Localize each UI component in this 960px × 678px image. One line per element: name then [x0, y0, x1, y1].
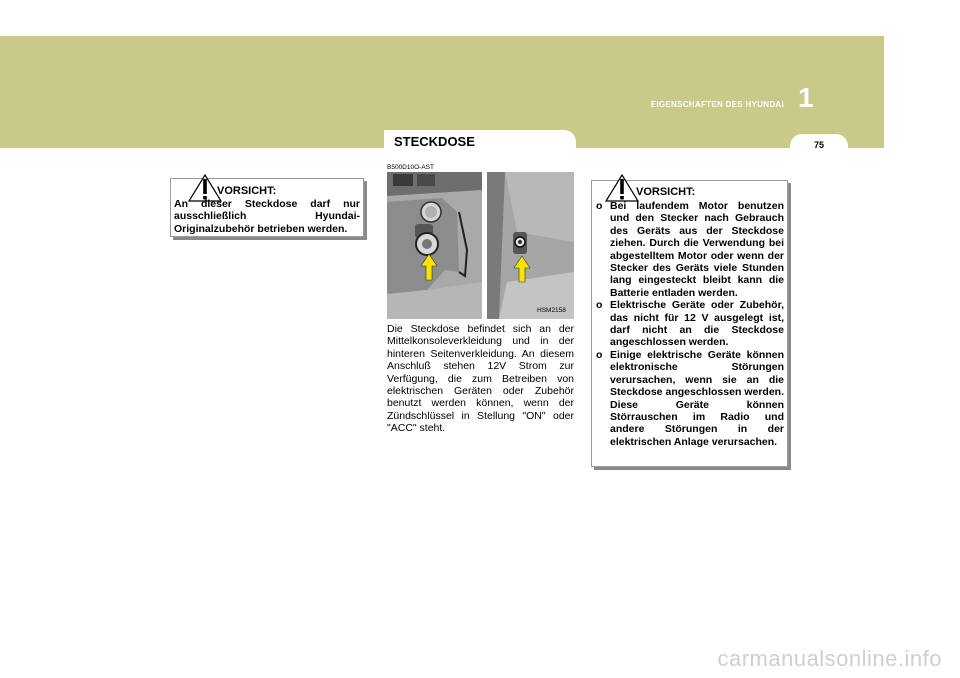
- section-title: STECKDOSE: [394, 134, 475, 149]
- warning-list-item: [596, 299, 784, 349]
- warning-box-left: [170, 178, 364, 237]
- warning-list: [596, 200, 784, 448]
- warning-item-text: Einige elektrische Geräte können elektronische Störungen verursachen, wenn sie an die Steckdose angeschlossen werden. Diese Geräte können Störrauschen im Radio und andere Störungen in der elektrischen Anlage verursachen.: [610, 348, 784, 448]
- warning-item-text: Bei laufendem Motor benutzen und den Stecker nach Gebrauch des Geräts aus der Steckdose ziehen. Durch die Verwendung bei abgestelltem Motor oder wenn der Stecker des Geräts viele Stunden lang eingesteckt bleibt kann die Batterie entladen werden.: [610, 200, 784, 299]
- warning-item-text: Elektrische Geräte oder Zubehör, das nicht für 12 V ausgelegt ist, darf nicht an die Steckdose angeschlossen werden.: [610, 299, 784, 349]
- page-number-tab: [790, 134, 848, 158]
- bullet-marker: o: [596, 200, 603, 212]
- warning-heading-left: VORSICHT:: [217, 185, 277, 197]
- section-body-text: Die Steckdose befindet sich an der Mittelkonsoleverkleidung und in der hinteren Seitenverkleidung. An diesem Anschluß stehen 12V Strom zur Verfügung, die zum Betreiben von elektrischen Geräten oder Zubehör benutzt werden können, wenn der Zündschlüssel in Stellung "ON" oder "ACC" steht.: [387, 323, 574, 435]
- figure-code: B500D10O-AST: [387, 164, 434, 171]
- socket-photo: [387, 172, 574, 319]
- warning-triangle-icon: [604, 173, 640, 203]
- photo-code-label: HSM2158: [537, 307, 566, 314]
- chapter-number: 1: [798, 82, 814, 113]
- watermark: carmanualsonline.info: [717, 646, 942, 671]
- warning-list-item: [596, 349, 784, 448]
- warning-text-left: An dieser Steckdose darf nur ausschließlich Hyundai-Originalzubehör betrieben werden.: [174, 198, 360, 235]
- chapter-label: EIGENSCHAFTEN DES HYUNDAI: [650, 100, 784, 109]
- bullet-marker: o: [596, 299, 603, 312]
- section-tab: [384, 130, 576, 152]
- warning-list-item: [596, 200, 784, 299]
- warning-heading-right: VORSICHT:: [636, 186, 696, 198]
- warning-box-right: [591, 180, 788, 467]
- page-number: 75: [813, 140, 824, 150]
- bullet-marker: o: [596, 348, 603, 361]
